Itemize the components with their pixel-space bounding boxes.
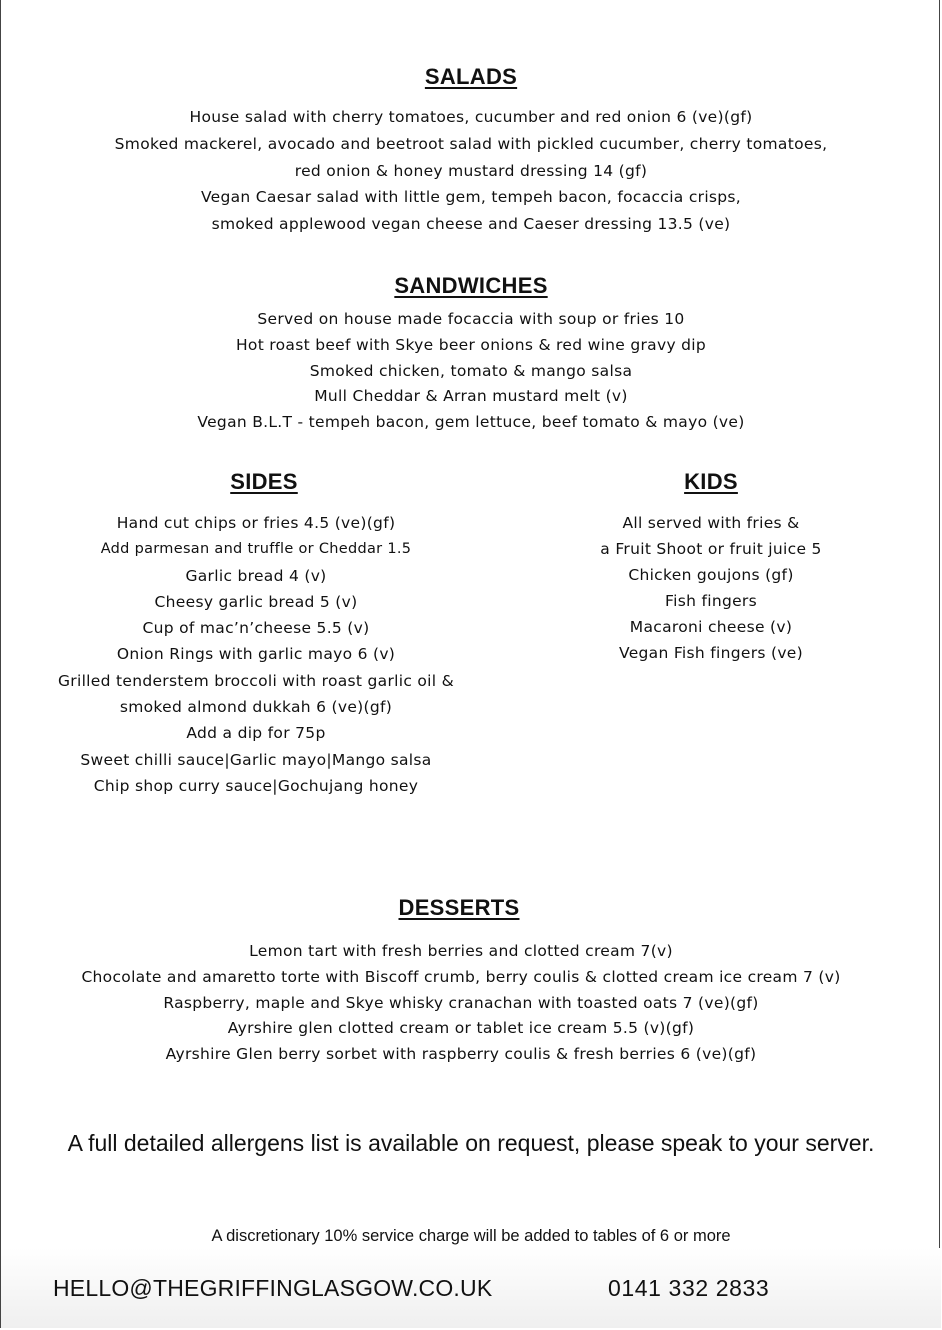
menu-line: Chocolate and amaretto torte with Biscoff crumb, berry coulis & clotted cream ice cream 7 (v) [81,967,841,986]
menu-line: Grilled tenderstem broccoli with roast garlic oil & [57,671,454,690]
allergens-note: A full detailed allergens list is available on request, please speak to your server. [67,1130,875,1156]
menu-line: Hand cut chips or fries 4.5 (ve)(gf) [116,514,396,532]
menu-line: Add parmesan and truffle or Cheddar 1.5 [100,541,412,558]
menu-line: Garlic bread 4 (v) [185,566,327,585]
menu-line: Raspberry, maple and Skye whisky cranachan with toasted oats 7 (ve)(gf) [163,993,759,1012]
menu-line: Cup of mac’n’cheese 5.5 (v) [142,619,370,638]
kids-list [511,510,911,666]
menu-line: Smoked mackerel, avocado and beetroot salad with pickled cucumber, cherry tomatoes, [114,134,828,153]
menu-line: smoked applewood vegan cheese and Caeser dressing 13.5 (ve) [211,215,731,234]
menu-line: Ayrshire Glen berry sorbet with raspberry coulis & fresh berries 6 (ve)(gf) [165,1045,757,1064]
sandwiches-list [1,307,941,436]
menu-line: Ayrshire glen clotted cream or tablet ice cream 5.5 (v)(gf) [227,1019,695,1038]
sides-heading: SIDES [230,469,298,494]
email-address[interactable]: HELLO@THEGRIFFINGLASGOW.CO.UK [53,1275,493,1301]
menu-line: Vegan B.L.T - tempeh bacon, gem lettuce, beef tomato & mayo (ve) [197,413,745,432]
menu-line: All served with fries & [622,514,800,532]
service-charge-note: A discretionary 10% service charge will be added to tables of 6 or more [211,1227,731,1245]
menu-line: Smoked chicken, tomato & mango salsa [309,361,633,380]
menu-line: Chip shop curry sauce|Gochujang honey [93,776,419,795]
menu-line: Onion Rings with garlic mayo 6 (v) [116,645,396,664]
menu-line: Fish fingers [665,592,757,610]
salads-list [1,104,941,238]
menu-line: Vegan Caesar salad with little gem, tempeh bacon, focaccia crisps, [200,188,742,207]
menu-line: House salad with cherry tomatoes, cucumber and red onion 6 (ve)(gf) [189,108,753,126]
menu-line: Sweet chilli sauce|Garlic mayo|Mango salsa [80,750,432,769]
menu-line: a Fruit Shoot or fruit juice 5 [600,540,822,558]
sandwiches-heading: SANDWICHES [394,273,548,298]
menu-line: Served on house made focaccia with soup or fries 10 [257,310,685,328]
menu-line: Hot roast beef with Skye beer onions & red wine gravy dip [235,335,707,354]
sides-list [1,510,511,799]
menu-line: smoked almond dukkah 6 (ve)(gf) [119,698,393,717]
desserts-heading: DESSERTS [398,895,520,920]
menu-line: Chicken goujons (gf) [628,566,794,584]
menu-line: Add a dip for 75p [186,724,326,743]
salads-heading: SALADS [424,64,518,89]
menu-line: Lemon tart with fresh berries and clotted cream 7(v) [249,942,673,960]
kids-heading: KIDS [684,469,738,494]
menu-line: Mull Cheddar & Arran mustard melt (v) [314,387,628,406]
phone-number[interactable]: 0141 332 2833 [608,1275,770,1301]
desserts-list [1,939,921,1068]
menu-line: Vegan Fish fingers (ve) [619,644,803,662]
menu-line: Macaroni cheese (v) [629,618,793,636]
menu-line: red onion & honey mustard dressing 14 (gf) [294,161,648,180]
menu-line: Cheesy garlic bread 5 (v) [154,592,358,611]
